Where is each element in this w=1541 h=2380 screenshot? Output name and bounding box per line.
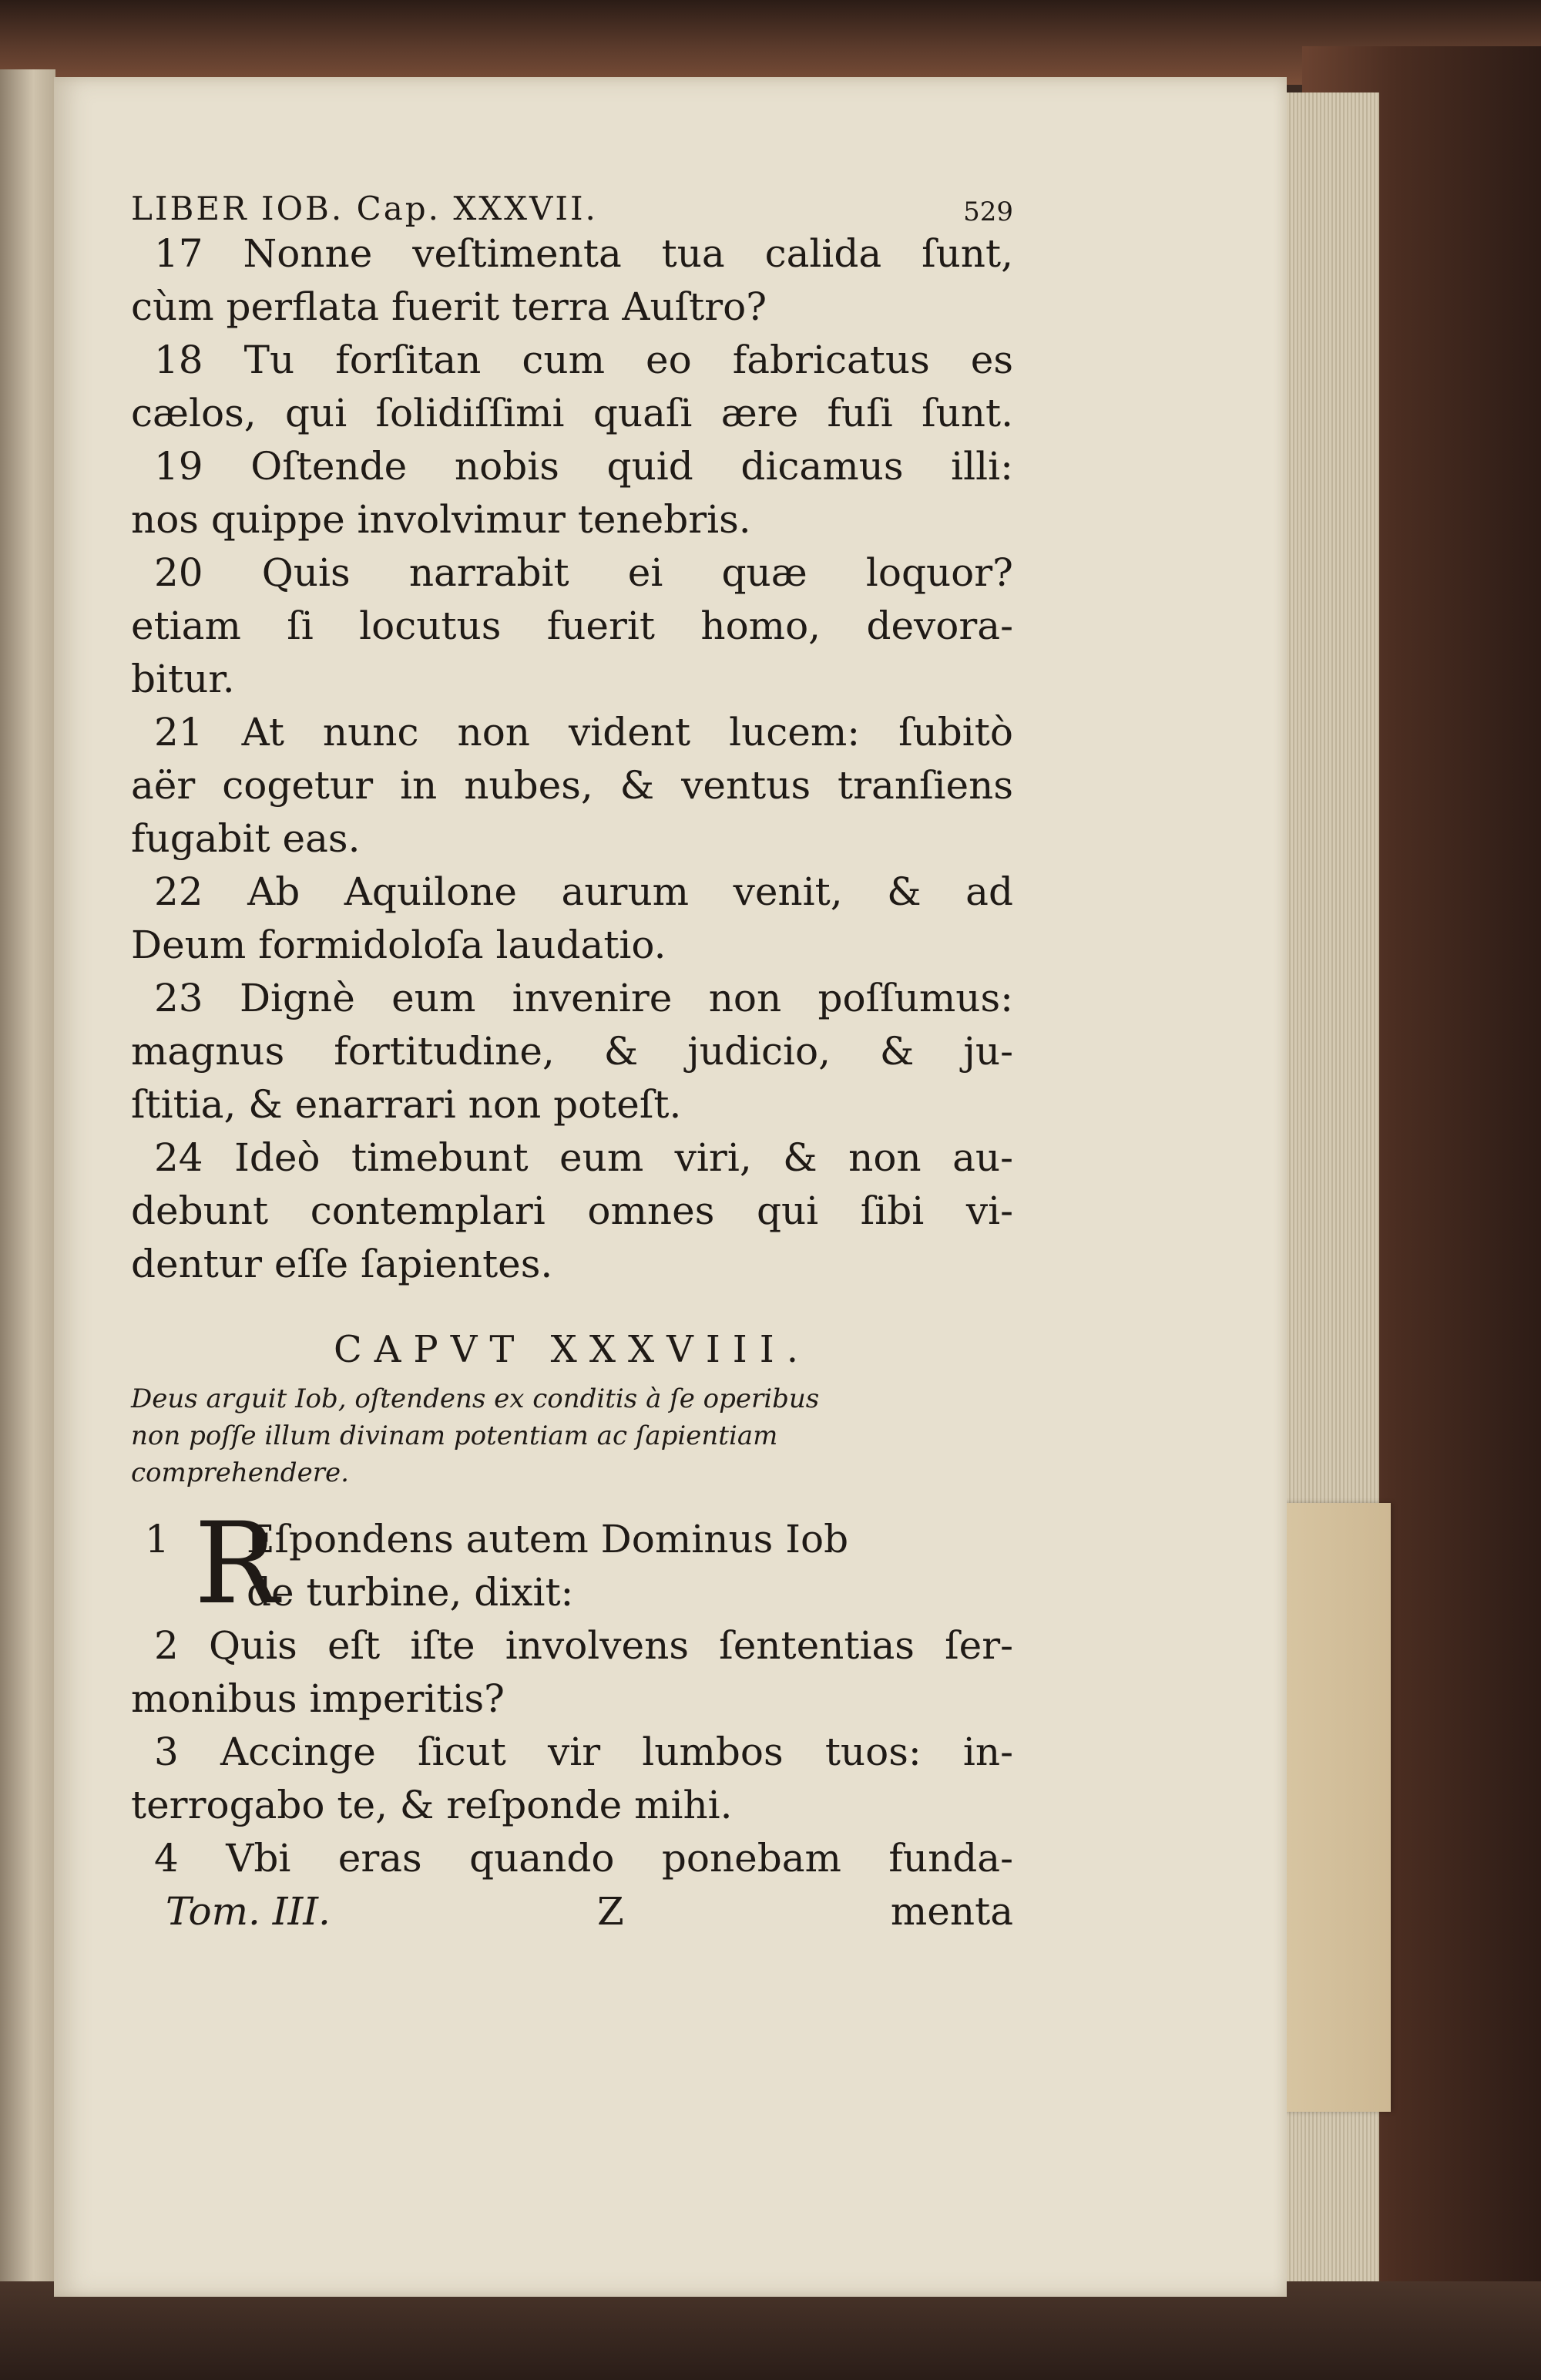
verse-line: aër cogetur in nubes, & ventus tranſiens bbox=[131, 763, 1013, 808]
verse-line: etiam ſi locutus fuerit homo, devora- bbox=[131, 603, 1013, 648]
verse-number: 1 bbox=[145, 1517, 170, 1561]
catchword: menta bbox=[890, 1889, 1013, 1934]
verse-1 bbox=[131, 1498, 1013, 1629]
page-footer bbox=[131, 1885, 1013, 1938]
verse-line: bitur. bbox=[131, 657, 235, 701]
verse-line: magnus fortitudine, & judicio, & ju- bbox=[131, 1029, 1013, 1074]
verse-line: nos quippe involvimur tenebris. bbox=[131, 497, 751, 542]
verse-line: Eſpondens autem Dominus Iob bbox=[247, 1517, 849, 1561]
verse-line: 19 Oſtende nobis quid dicamus illi: bbox=[154, 444, 1013, 489]
signature-mark: Z bbox=[597, 1889, 624, 1934]
verse-line: dentur eſſe ſapientes. bbox=[131, 1242, 553, 1286]
verse-line: de turbine, dixit: bbox=[247, 1570, 574, 1615]
verse-line: cùm perflata fuerit terra Auſtro? bbox=[131, 284, 767, 329]
verse-line: fugabit eas. bbox=[131, 816, 361, 861]
summary-line: non poſſe illum divinam potentiam ac ſapientiam bbox=[131, 1420, 778, 1451]
drop-capital: R bbox=[194, 1498, 279, 1629]
verse-line: 21 At nunc non vident lucem: ſubitò bbox=[154, 710, 1013, 755]
facing-page-edge bbox=[0, 69, 55, 2380]
verse-line: terrogabo te, & reſponde mihi. bbox=[131, 1783, 733, 1827]
verse-line: 2 Quis eſt iſte involvens ſententias ſer- bbox=[154, 1623, 1013, 1668]
chapter-heading: CAPVT XXXVIII. bbox=[334, 1328, 811, 1371]
running-title: LIBER IOB. Cap. XXXVII. bbox=[131, 190, 598, 227]
verse-line: 4 Vbi eras quando ponebam funda- bbox=[154, 1836, 1013, 1881]
verse-line: monibus imperitis? bbox=[131, 1676, 505, 1721]
summary-line: Deus arguit Iob, oſtendens ex conditis à ſe operibus bbox=[131, 1383, 820, 1414]
text-block bbox=[131, 166, 1013, 1938]
volume-mark: Tom. III. bbox=[166, 1889, 331, 1934]
verse-line: 17 Nonne veſtimenta tua calida ſunt, bbox=[154, 231, 1013, 276]
summary-line: comprehendere. bbox=[131, 1457, 349, 1488]
verse-line: 23 Dignè eum invenire non poſſumus: bbox=[154, 976, 1013, 1020]
verse-line: Deum formidoloſa laudatio. bbox=[131, 923, 666, 967]
page-number: 529 bbox=[963, 197, 1013, 227]
chapter-summary bbox=[131, 1380, 1013, 1491]
verse-line: cælos, qui ſolidiſſimi quaſi ære fuſi ſunt. bbox=[131, 391, 1013, 435]
book-page bbox=[54, 77, 1287, 2297]
verse-line: 18 Tu forſitan cum eo fabricatus es bbox=[154, 338, 1013, 382]
verse-line: 20 Quis narrabit ei quæ loquor? bbox=[154, 550, 1013, 595]
running-head bbox=[131, 166, 1013, 227]
verse-line: 3 Accinge ſicut vir lumbos tuos: in- bbox=[154, 1730, 1013, 1774]
verse-line: debunt contemplari omnes qui ſibi vi- bbox=[131, 1188, 1013, 1233]
verse-line: 22 Ab Aquilone aurum venit, & ad bbox=[154, 869, 1013, 914]
verse-line: ſtitia, & enarrari non poteſt. bbox=[131, 1082, 682, 1127]
verse-line: 24 Ideò timebunt eum viri, & non au- bbox=[154, 1135, 1013, 1180]
